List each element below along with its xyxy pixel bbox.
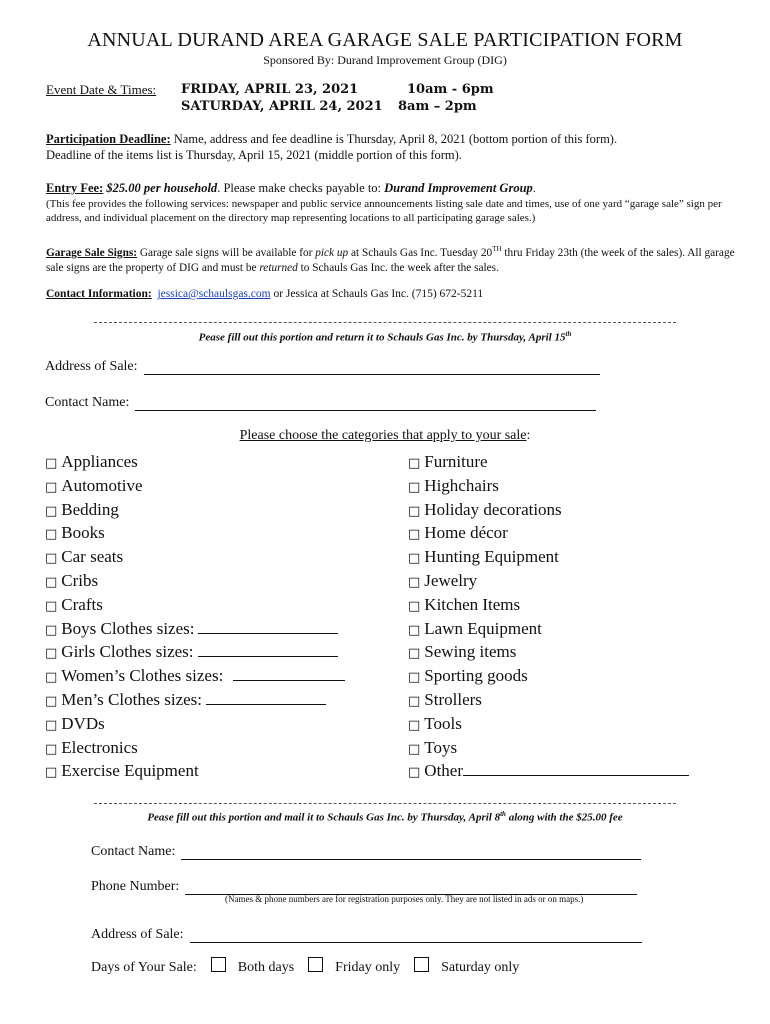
checkbox-icon[interactable]: □	[408, 717, 421, 733]
bottom-contact-label: Contact Name:	[91, 844, 176, 859]
bottom-instruction	[0, 810, 770, 824]
category-jewelry[interactable]	[408, 569, 689, 593]
signs-text-2: at Schauls Gas Inc. Tuesday 20	[348, 246, 493, 259]
category-bedding[interactable]	[45, 498, 345, 522]
category-label: Sporting goods	[424, 666, 528, 686]
checkbox-friday-only[interactable]	[308, 957, 323, 972]
categories-right-column	[408, 450, 689, 783]
category-label: Crafts	[61, 594, 103, 614]
event-day-2: SATURDAY, APRIL 24, 2021	[181, 99, 383, 114]
middle-contact-field[interactable]	[45, 395, 596, 411]
category-label: Kitchen Items	[424, 594, 521, 614]
category-boys-clothes[interactable]	[45, 617, 345, 641]
checkbox-icon[interactable]: □	[408, 479, 421, 495]
signs-text-3: thru Friday 23th (the week of the sales). All garage sale signs are the property of DIG and must be	[46, 246, 735, 274]
girls-sizes-line[interactable]	[198, 640, 338, 657]
other-line[interactable]	[463, 759, 689, 776]
checkbox-icon[interactable]: □	[408, 622, 421, 638]
event-time-2: 8am – 2pm	[398, 99, 477, 114]
contact-paragraph	[46, 287, 736, 301]
category-label: Men’s Clothes sizes:	[61, 689, 203, 709]
fee-payee: Durand Improvement Group	[384, 181, 533, 195]
checkbox-icon[interactable]: □	[408, 598, 421, 614]
days-label: Days of Your Sale:	[91, 960, 197, 975]
category-label: Girls Clothes sizes:	[61, 642, 194, 662]
category-label: Sewing items	[424, 642, 517, 662]
category-holiday-decorations[interactable]	[408, 498, 689, 522]
checkbox-icon[interactable]: □	[45, 527, 58, 543]
bottom-contact-line[interactable]	[181, 845, 641, 860]
boys-sizes-line[interactable]	[198, 617, 338, 634]
bottom-contact-field[interactable]	[91, 844, 641, 860]
category-womens-clothes[interactable]	[45, 664, 345, 688]
checkbox-icon[interactable]: □	[408, 670, 421, 686]
category-label: Highchairs	[424, 475, 499, 495]
category-mens-clothes[interactable]	[45, 688, 345, 712]
category-label: Toys	[424, 737, 458, 757]
bottom-instruction-end: along with the $25.00 fee	[505, 811, 623, 824]
middle-contact-line[interactable]	[135, 396, 596, 411]
signs-sup: TH	[492, 245, 502, 253]
checkbox-icon[interactable]: □	[408, 693, 421, 709]
deadline-label: Participation Deadline:	[46, 132, 171, 146]
form-title: ANNUAL DURAND AREA GARAGE SALE PARTICIPATION FORM	[87, 29, 683, 51]
category-home-decor[interactable]	[408, 521, 689, 545]
category-hunting-equipment[interactable]	[408, 545, 689, 569]
categories-heading-text: Please choose the categories that apply to your sale	[239, 428, 527, 443]
sponsor-line: Sponsored By: Durand Improvement Group (DIG)	[263, 53, 507, 67]
fee-paragraph	[46, 180, 736, 196]
option-saturday-only: Saturday only	[441, 960, 520, 975]
deadline-paragraph	[46, 131, 736, 163]
fee-description: (This fee provides the following services: newspaper and public service announcements listing sale date and times, use of one yard “garage sale” sign per address, and individual placement on the directory map representing locations to all participating garage sales.)	[46, 198, 722, 224]
category-furniture[interactable]	[408, 450, 689, 474]
contact-email-link[interactable]: jessica@schaulsgas.com	[157, 288, 271, 300]
category-dvds[interactable]	[45, 712, 345, 736]
category-lawn-equipment[interactable]	[408, 617, 689, 641]
fee-text: . Please make checks payable to:	[217, 181, 385, 195]
bottom-address-line[interactable]	[190, 928, 642, 943]
checkbox-icon[interactable]: □	[45, 598, 58, 614]
checkbox-icon[interactable]: □	[408, 503, 421, 519]
category-exercise-equipment[interactable]	[45, 759, 345, 783]
category-appliances[interactable]	[45, 450, 345, 474]
category-highchairs[interactable]	[408, 474, 689, 498]
mens-sizes-line[interactable]	[206, 688, 326, 705]
signs-returned: returned	[259, 261, 298, 274]
category-label: Boys Clothes sizes:	[61, 618, 195, 638]
phone-line[interactable]	[185, 880, 637, 895]
checkbox-icon[interactable]: □	[45, 479, 58, 495]
middle-address-label: Address of Sale:	[45, 359, 138, 374]
event-time-1: 10am - 6pm	[407, 82, 494, 97]
bottom-address-field[interactable]	[91, 927, 642, 943]
checkbox-icon[interactable]: □	[45, 693, 58, 709]
checkbox-icon[interactable]: □	[45, 741, 58, 757]
category-label: Automotive	[61, 475, 143, 495]
category-label: Furniture	[424, 452, 488, 471]
contact-rest: or Jessica at Schauls Gas Inc. (715) 672-5211	[270, 288, 484, 300]
checkbox-icon[interactable]: □	[45, 574, 58, 590]
fee-end: .	[532, 181, 536, 195]
middle-address-line[interactable]	[144, 360, 600, 375]
checkbox-icon[interactable]: □	[408, 574, 421, 590]
category-label: Electronics	[61, 737, 138, 757]
event-label: Event Date & Times:	[46, 82, 157, 97]
category-label: Cribs	[61, 570, 99, 590]
category-cribs[interactable]	[45, 569, 345, 593]
middle-instruction-text: Pease fill out this portion and return it to Schauls Gas Inc. by Thursday, April 15	[198, 331, 566, 344]
checkbox-icon[interactable]: □	[45, 717, 58, 733]
contact-label: Contact Information:	[46, 288, 152, 300]
womens-sizes-line[interactable]	[233, 664, 345, 681]
category-label: Hunting Equipment	[424, 547, 559, 567]
registration-note: (Names & phone numbers are for registration purposes only. They are not listed in ads or on maps.)	[225, 894, 584, 904]
category-label: Lawn Equipment	[424, 618, 542, 638]
checkbox-saturday-only[interactable]	[414, 957, 429, 972]
signs-label: Garage Sale Signs:	[46, 246, 138, 259]
checkbox-icon[interactable]: □	[45, 622, 58, 638]
middle-address-field[interactable]	[45, 359, 600, 375]
signs-text-1: Garage sale signs will be available for	[137, 246, 316, 259]
categories-heading-colon: :	[526, 428, 531, 443]
category-car-seats[interactable]	[45, 545, 345, 569]
category-label: Exercise Equipment	[61, 761, 199, 781]
category-electronics[interactable]	[45, 736, 345, 760]
category-label: Strollers	[424, 689, 482, 709]
checkbox-icon[interactable]: □	[408, 527, 421, 543]
option-friday-only: Friday only	[335, 960, 401, 975]
signs-pickup: pick up	[315, 246, 349, 259]
checkbox-icon[interactable]: □	[45, 551, 58, 567]
checkbox-icon[interactable]: □	[408, 646, 421, 662]
middle-instruction-sup: th	[565, 330, 572, 338]
category-books[interactable]	[45, 521, 345, 545]
deadline-text-2: Deadline of the items list is Thursday, April 15, 2021 (middle portion of this form).	[46, 148, 462, 162]
days-of-sale	[91, 957, 519, 976]
category-label: DVDs	[61, 713, 105, 733]
checkbox-icon[interactable]: □	[45, 456, 58, 471]
category-automotive[interactable]	[45, 474, 345, 498]
category-crafts[interactable]	[45, 593, 345, 617]
checkbox-icon[interactable]: □	[45, 670, 58, 686]
signs-text-4: to Schauls Gas Inc. the week after the sales.	[297, 261, 499, 274]
category-kitchen-items[interactable]	[408, 593, 689, 617]
category-label: Appliances	[61, 452, 138, 471]
checkbox-icon[interactable]: □	[45, 503, 58, 519]
checkbox-icon[interactable]: □	[408, 456, 421, 471]
event-day-1: FRIDAY, APRIL 23, 2021	[181, 82, 359, 97]
category-label: Women’s Clothes sizes:	[61, 666, 224, 686]
deadline-text-1: Name, address and fee deadline is Thursday, April 8, 2021 (bottom portion of this form).	[170, 132, 618, 146]
bottom-instruction-text: Pease fill out this portion and mail it to Schauls Gas Inc. by Thursday, April 8	[147, 811, 501, 824]
middle-contact-label: Contact Name:	[45, 395, 130, 410]
checkbox-icon[interactable]: □	[408, 741, 421, 757]
category-label: Books	[61, 523, 105, 543]
cut-line-2	[94, 803, 676, 804]
category-tools[interactable]	[408, 712, 689, 736]
phone-field[interactable]	[91, 879, 637, 895]
bottom-instruction-sup: th	[500, 810, 506, 818]
fee-amount: $25.00 per household	[103, 181, 218, 195]
signs-paragraph	[46, 242, 736, 276]
phone-label: Phone Number:	[91, 879, 180, 894]
checkbox-icon[interactable]: □	[408, 765, 421, 781]
bottom-address-label: Address of Sale:	[91, 927, 184, 942]
middle-instruction	[0, 330, 770, 344]
category-label: Holiday decorations	[424, 499, 562, 519]
checkbox-both-days[interactable]	[211, 957, 226, 972]
category-toys[interactable]	[408, 736, 689, 760]
category-sporting-goods[interactable]	[408, 664, 689, 688]
fee-label: Entry Fee:	[46, 181, 104, 195]
category-label: Bedding	[61, 499, 119, 519]
categories-heading	[0, 428, 770, 444]
category-other[interactable]	[408, 759, 689, 783]
category-label: Other	[424, 761, 464, 781]
checkbox-icon[interactable]: □	[408, 551, 421, 567]
category-label: Tools	[424, 713, 462, 733]
category-label: Home décor	[424, 523, 508, 543]
category-sewing-items[interactable]	[408, 640, 689, 664]
categories-left-column	[45, 450, 345, 783]
checkbox-icon[interactable]: □	[45, 765, 58, 781]
checkbox-icon[interactable]: □	[45, 646, 58, 662]
cut-line-1	[94, 322, 676, 323]
option-both-days: Both days	[237, 960, 295, 975]
category-label: Car seats	[61, 547, 124, 567]
category-girls-clothes[interactable]	[45, 640, 345, 664]
category-strollers[interactable]	[408, 688, 689, 712]
category-label: Jewelry	[424, 570, 478, 590]
